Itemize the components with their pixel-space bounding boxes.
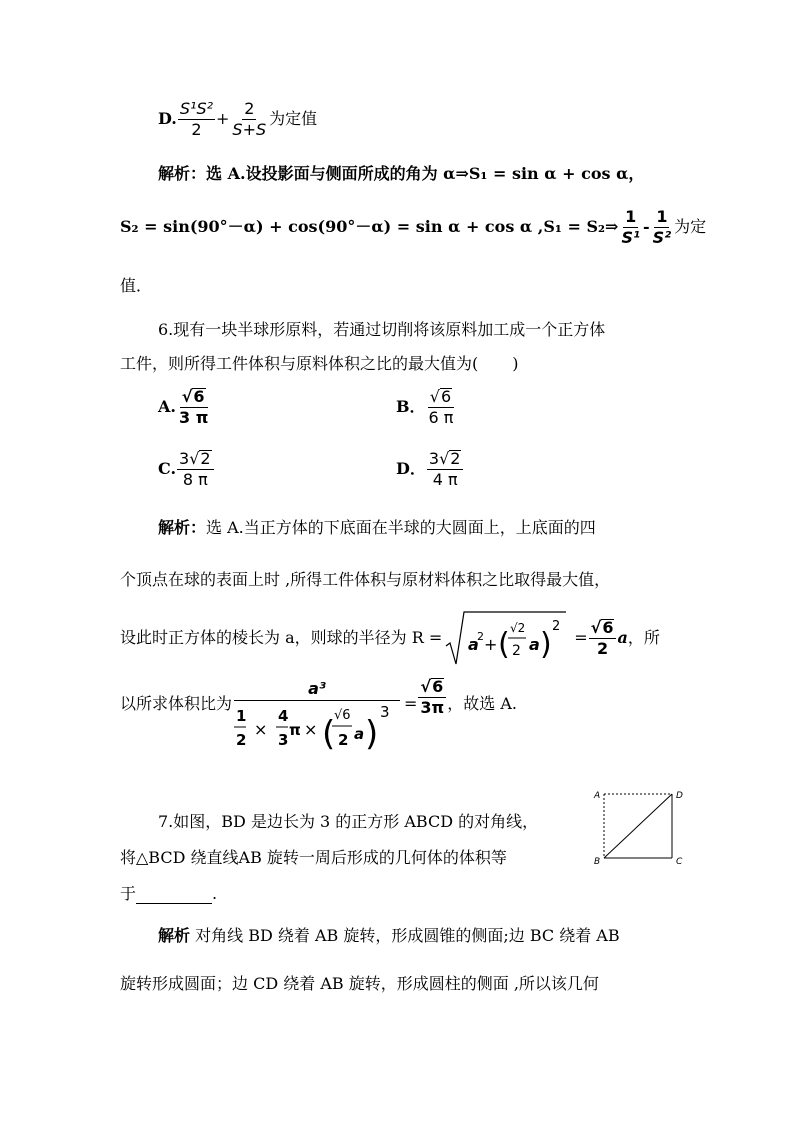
analysis-6-line2: 个顶点在球的表面上时 ,所得工件体积与原材料体积之比取得最大值，	[120, 570, 611, 589]
fraction: √ 6 2	[589, 619, 617, 658]
analysis-7-line1: 解析 对角线 BD 绕着 AB 旋转，形成圆锥的侧面;边 BC 绕着 AB	[158, 926, 620, 945]
fraction: √ 6 3 π	[178, 387, 209, 427]
q7-stem-line3: 于 .	[120, 884, 218, 903]
diagonal-bd	[604, 794, 672, 858]
volume-ratio-fraction: a³ 1 2 × 4 3 π × ( √6 2 a ) 3	[234, 678, 400, 759]
label-a: A	[594, 791, 601, 801]
svg-text:√6: √6	[334, 708, 351, 723]
fraction: √ 6 6 π	[428, 387, 454, 427]
q6-option-a: A. √ 6 3 π	[158, 387, 209, 427]
svg-text:): )	[365, 714, 379, 754]
svg-text:2: 2	[552, 619, 561, 634]
denominator-expression	[234, 701, 400, 759]
q6-option-d: D． 3 √ 2 4 π	[396, 450, 464, 489]
svg-text:1: 1	[236, 707, 247, 725]
svg-text:(: (	[322, 714, 336, 754]
analysis-6-line4: 以所求体积比为 a³ 1 2 × 4 3 π × ( √6 2 a ) 3 = √ 6 3π ，故选 A.	[120, 678, 517, 764]
prev-option-d: D. $\frac{\text{S¹S²}}{2}$ + $\frac{2}{S+S}$ 为定值	[158, 99, 318, 139]
svg-text:+: +	[484, 635, 498, 654]
analysis-7-line2: 旋转形成圆面；边 CD 绕着 AB 旋转，形成圆柱的侧面 ,所以该几何	[120, 974, 599, 993]
svg-text:×: ×	[254, 720, 268, 739]
analysis-5-line2: S₂ = sin(90°－α) + cos(90°－α) = sin α + cos α ,S₁ = S₂⇒ $\frac{1}{\text{S¹}}$ - $\frac{1}{\text{S²}}$ 为定	[120, 207, 707, 247]
svg-text:a: a	[529, 635, 541, 654]
svg-text:×: ×	[304, 720, 318, 739]
fraction: 3 √ 2 4 π	[427, 450, 464, 489]
label-c: C	[676, 857, 683, 866]
svg-text:(: (	[498, 627, 510, 662]
svg-text:√2: √2	[510, 621, 526, 635]
fraction: $\frac{\text{S¹S²}}{2}$	[179, 99, 214, 139]
fraction: 3 √ 2 8 π	[177, 450, 214, 489]
svg-text:2: 2	[236, 731, 247, 749]
q6-option-c: C. 3 √ 2 8 π	[158, 450, 215, 489]
label-b: B	[594, 857, 601, 866]
q6-option-b: B． √ 6 6 π	[396, 387, 454, 427]
q7-stem-line1: 7.如图，BD 是边长为 3 的正方形 ABCD 的对角线，	[158, 812, 539, 831]
svg-text:3: 3	[380, 703, 390, 721]
svg-text:2: 2	[477, 630, 485, 643]
fraction: $\frac{2}{S+S}$	[232, 99, 267, 139]
answer-blank	[136, 887, 212, 904]
label-d: D	[676, 791, 683, 801]
option-label: D.	[158, 109, 177, 128]
svg-text:): )	[540, 627, 552, 662]
svg-text:2: 2	[512, 643, 522, 659]
svg-text:π: π	[289, 721, 301, 739]
analysis-6-line1: 解析：选 A.当正方体的下底面在半球的大圆面上，上底面的四	[158, 518, 596, 537]
analysis-6-line3: 设此时正方体的棱长为 a，则球的半径为 R = a 2 + ( √2 2 a ) 2 = √ 6 2 a ，所	[120, 610, 660, 666]
svg-text:a: a	[468, 635, 480, 654]
fraction: $\frac{1}{\text{S¹}}$	[621, 207, 640, 247]
svg-text:4: 4	[278, 707, 289, 725]
analysis-5-line3: 值．	[120, 276, 153, 295]
analysis-5-line1: 解析：选 A.设投影面与侧面所成的角为 α⇒S₁ = sin α + cos α，	[158, 164, 645, 183]
fraction: $\frac{1}{\text{S²}}$	[652, 207, 672, 247]
q7-stem-line2: 将△BCD 绕直线AB 旋转一周后形成的几何体的体积等	[120, 848, 507, 867]
q6-stem-line1: 6.现有一块半球形原料，若通过切削将该原料加工成一个正方体	[158, 320, 606, 339]
svg-text:3: 3	[278, 731, 289, 749]
radius-expression	[444, 610, 568, 666]
q6-stem-line2: 工件，则所得工件体积与原料体积之比的最大值为( )	[120, 354, 519, 373]
svg-text:a: a	[354, 725, 365, 743]
square-figure	[590, 786, 690, 866]
fraction: √ 6 3π	[418, 678, 446, 717]
svg-text:2: 2	[338, 731, 349, 749]
